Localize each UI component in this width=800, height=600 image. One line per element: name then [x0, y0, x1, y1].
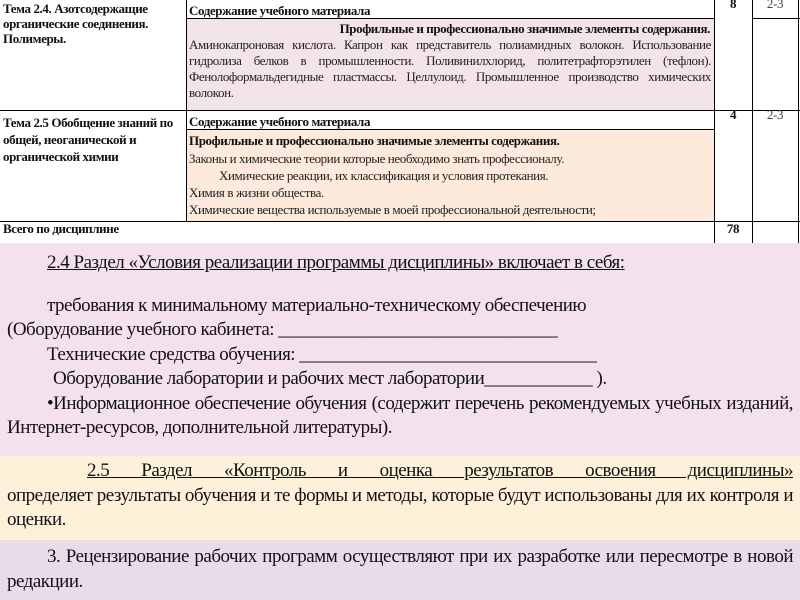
heading-text: 2.4 Раздел «Условия реализации программы дисциплины» включает в себя: — [47, 252, 625, 273]
elements-title: Профильные и профессионально значимые элементы содержания. — [339, 21, 710, 36]
elements-line: Химия в жизни общества. — [189, 185, 324, 200]
content-header: Содержание учебного материала — [189, 114, 371, 129]
total-label: Всего по дисциплине — [3, 221, 119, 236]
elements-text: Аминокапроновая кислота. Капрон как представитель полиамидных волокон. Использование гидролиза белков в промышленности. Поливинилхлорид, политетрафторэтилен (тефлон). Фенолоформальдегидные пластмассы. Целлулоид. Промышленное производство химических волокон. — [189, 37, 711, 100]
technical-means-line: Технические средства обучения: _________________________________ — [47, 343, 597, 365]
total-hours: 78 — [726, 221, 740, 236]
info-support-line: •Информационное обеспечение обучения (содержит перечень рекомендуемых учебных изданий, Интернет-ресурсов, дополнительной литературы). — [7, 392, 793, 438]
section-text: определяет результаты обучения и те формы и методы, которые будут использованы для их контроля и оценки. — [7, 484, 793, 530]
hours: 8 — [729, 0, 737, 11]
elements-line: Химические вещества используемые в моей профессиональной деятельности; — [189, 202, 596, 217]
elements-line: Химические реакции, их классификация и условия протекания. — [219, 168, 549, 183]
section-heading: 2.5 Раздел «Контроль и оценка результатов освоения дисциплины» — [87, 460, 793, 481]
section-2-4 — [0, 243, 800, 456]
section-2-5 — [0, 456, 800, 540]
requirements-line: требования к минимальному материально-техническому обеспечению — [47, 294, 587, 316]
content-header: Содержание учебного материала — [189, 3, 371, 18]
topic-cell: Тема 2.5 Обобщение знаний по общей, неоганической и органической химии — [3, 115, 173, 164]
classroom-equipment-line: (Оборудование учебного кабинета: _______________________________ — [7, 319, 558, 340]
section-heading — [7, 251, 793, 276]
section-3: 3. Рецензирование рабочих программ осуществляют при их разработке или пересмотре в новой редакции. — [0, 540, 800, 600]
level: 2-3 — [766, 107, 784, 122]
hours: 4 — [729, 107, 737, 122]
topic-cell: Тема 2.4. Азотсодержащие органические соединения. Полимеры. — [3, 1, 149, 46]
lab-equipment-line: Оборудование лаборатории и рабочих мест лаборатории____________ ). — [53, 368, 607, 389]
level: 2-3 — [766, 0, 784, 11]
elements-line: Законы и химические теории которые необходимо знать профессионалу. — [189, 151, 565, 166]
elements-title: Профильные и профессионально значимые элементы содержания. — [189, 133, 560, 148]
